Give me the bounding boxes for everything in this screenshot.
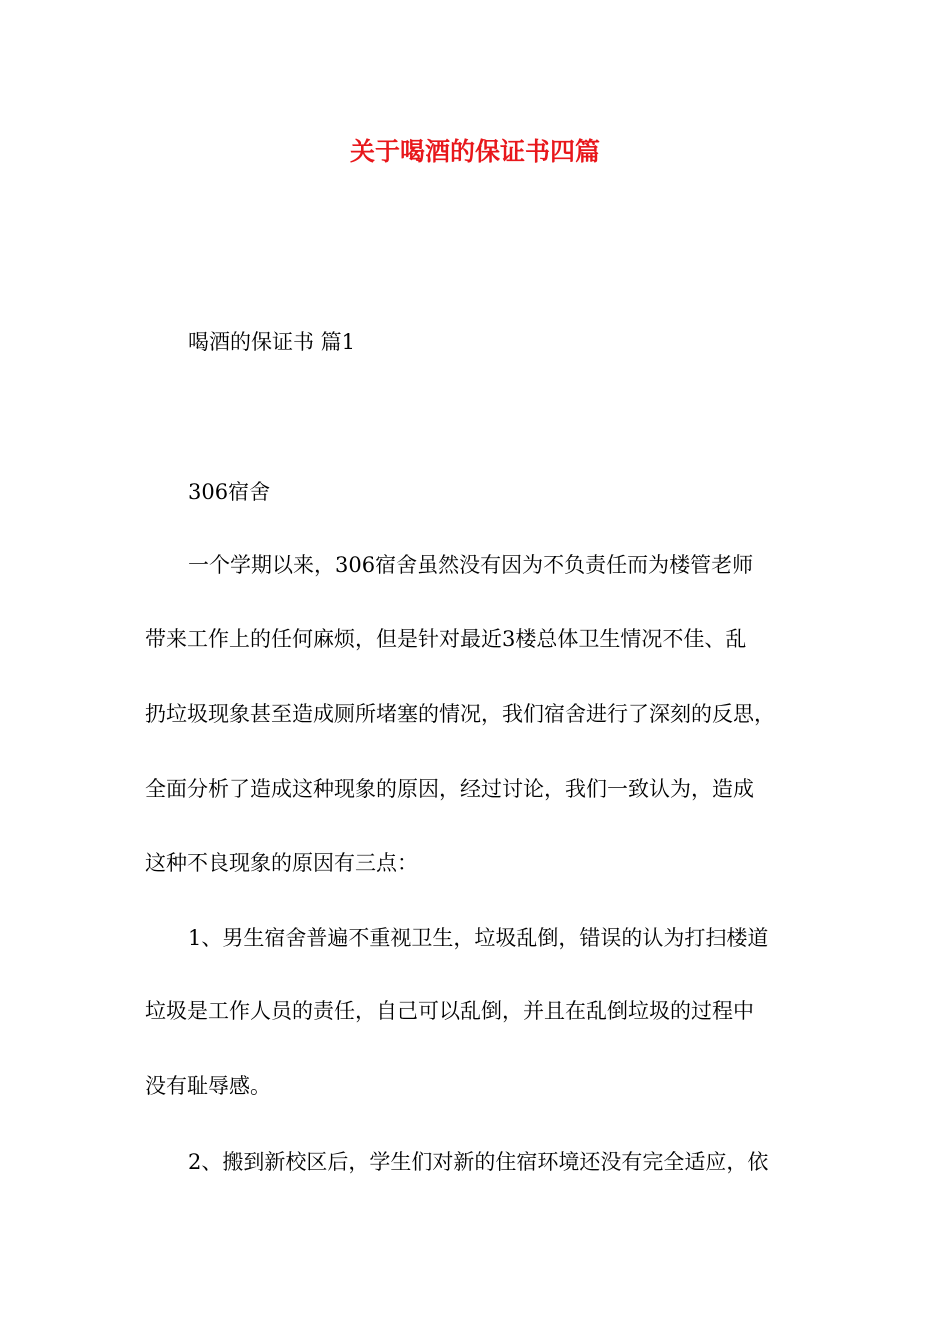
paragraph-line: 扔垃圾现象甚至造成厕所堵塞的情况，我们宿舍进行了深刻的反思， — [145, 702, 775, 726]
section-heading: 喝酒的保证书 篇1 — [188, 330, 356, 354]
paragraph-line: 带来工作上的任何麻烦，但是针对最近3楼总体卫生情况不佳、乱 — [145, 627, 747, 651]
list-item-line: 垃圾是工作人员的责任，自己可以乱倒，并且在乱倒垃圾的过程中 — [145, 999, 754, 1023]
list-item-line: 2、搬到新校区后，学生们对新的住宿环境还没有完全适应，依 — [188, 1150, 769, 1174]
document-title: 关于喝酒的保证书四篇 — [349, 137, 600, 166]
list-item-line: 1、男生宿舍普遍不重视卫生，垃圾乱倒，错误的认为打扫楼道 — [188, 926, 769, 950]
dorm-label: 306宿舍 — [188, 480, 271, 504]
paragraph-line: 一个学期以来，306宿舍虽然没有因为不负责任而为楼管老师 — [188, 553, 754, 577]
list-item-line: 没有耻辱感。 — [145, 1074, 271, 1098]
paragraph-line: 这种不良现象的原因有三点： — [145, 851, 418, 875]
paragraph-line: 全面分析了造成这种现象的原因，经过讨论，我们一致认为，造成 — [145, 777, 754, 801]
